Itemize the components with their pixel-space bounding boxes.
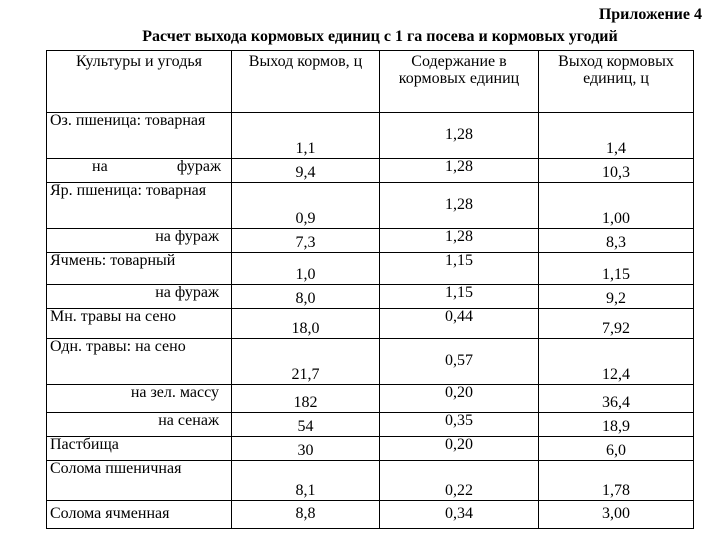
table-row xyxy=(47,339,694,385)
feed-unit-output: 12,4 xyxy=(539,339,694,385)
table-row xyxy=(47,385,694,413)
feed-unit-content: 1,28 xyxy=(380,229,539,253)
feed-yield: 1,1 xyxy=(232,113,380,159)
crop-name: Солома ячменная xyxy=(47,501,232,529)
table-row xyxy=(47,253,694,285)
feed-yield: 7,3 xyxy=(232,229,380,253)
crop-name: Ячмень: товарный xyxy=(47,253,232,285)
page-title: Расчет выхода кормовых единиц с 1 га посева и кормовых угодий xyxy=(142,28,618,45)
table-row xyxy=(47,285,694,309)
feed-unit-output: 36,4 xyxy=(539,385,694,413)
feed-unit-output: 1,78 xyxy=(539,461,694,501)
header-content: Содержание в кормовых единиц xyxy=(380,51,539,113)
crop-name: Мн. травы на сено xyxy=(47,309,232,339)
feed-unit-output: 1,4 xyxy=(539,113,694,159)
feed-unit-output: 7,92 xyxy=(539,309,694,339)
table-row xyxy=(47,183,694,229)
feed-yield: 30 xyxy=(232,437,380,461)
table-header-row xyxy=(47,51,694,113)
table-row xyxy=(47,309,694,339)
crop-name: Оз. пшеница: товарная xyxy=(47,113,232,159)
feed-unit-content: 1,28 xyxy=(380,159,539,183)
table-row xyxy=(47,113,694,159)
feed-unit-content: 0,22 xyxy=(380,461,539,501)
feed-unit-output: 9,2 xyxy=(539,285,694,309)
feed-unit-output: 3,00 xyxy=(539,501,694,529)
table-row xyxy=(47,501,694,529)
header-output: Выход кормовых единиц, ц xyxy=(539,51,694,113)
crop-name xyxy=(47,159,232,183)
feed-yield: 8,8 xyxy=(232,501,380,529)
header-crop: Культуры и угодья xyxy=(47,51,232,113)
feed-unit-output: 6,0 xyxy=(539,437,694,461)
table-row xyxy=(47,159,694,183)
feed-unit-content: 1,15 xyxy=(380,253,539,285)
feed-unit-output: 18,9 xyxy=(539,413,694,437)
feed-yield: 1,0 xyxy=(232,253,380,285)
crop-name: на фураж xyxy=(47,285,232,309)
feed-unit-output: 1,00 xyxy=(539,183,694,229)
feed-unit-content: 0,57 xyxy=(380,339,539,385)
feed-unit-output: 8,3 xyxy=(539,229,694,253)
table-row xyxy=(47,229,694,253)
crop-name: Одн. травы: на сено xyxy=(47,339,232,385)
table-row xyxy=(47,461,694,501)
feed-units-table xyxy=(46,50,694,529)
crop-name: Яр. пшеница: товарная xyxy=(47,183,232,229)
feed-unit-content: 0,35 xyxy=(380,413,539,437)
appendix-label: Приложение 4 xyxy=(598,6,702,23)
feed-yield: 18,0 xyxy=(232,309,380,339)
crop-name: на зел. массу xyxy=(47,385,232,413)
crop-name: Пастбища xyxy=(47,437,232,461)
feed-unit-content: 1,15 xyxy=(380,285,539,309)
feed-yield: 8,1 xyxy=(232,461,380,501)
table-row xyxy=(47,437,694,461)
crop-name: Солома пшеничная xyxy=(47,461,232,501)
header-yield: Выход кормов, ц xyxy=(232,51,380,113)
crop-name: на сенаж xyxy=(47,413,232,437)
crop-name-part: на xyxy=(92,158,108,175)
feed-unit-content: 0,34 xyxy=(380,501,539,529)
feed-unit-output: 1,15 xyxy=(539,253,694,285)
feed-unit-content: 0,20 xyxy=(380,385,539,413)
feed-unit-content: 1,28 xyxy=(380,183,539,229)
feed-yield: 21,7 xyxy=(232,339,380,385)
crop-name: на фураж xyxy=(47,229,232,253)
feed-yield: 8,0 xyxy=(232,285,380,309)
feed-yield: 54 xyxy=(232,413,380,437)
table-row xyxy=(47,413,694,437)
feed-unit-content: 0,44 xyxy=(380,309,539,339)
feed-unit-content: 0,20 xyxy=(380,437,539,461)
feed-yield: 0,9 xyxy=(232,183,380,229)
feed-yield: 182 xyxy=(232,385,380,413)
feed-unit-output: 10,3 xyxy=(539,159,694,183)
feed-unit-content: 1,28 xyxy=(380,113,539,159)
feed-yield: 9,4 xyxy=(232,159,380,183)
crop-name-part: фураж xyxy=(176,158,221,175)
